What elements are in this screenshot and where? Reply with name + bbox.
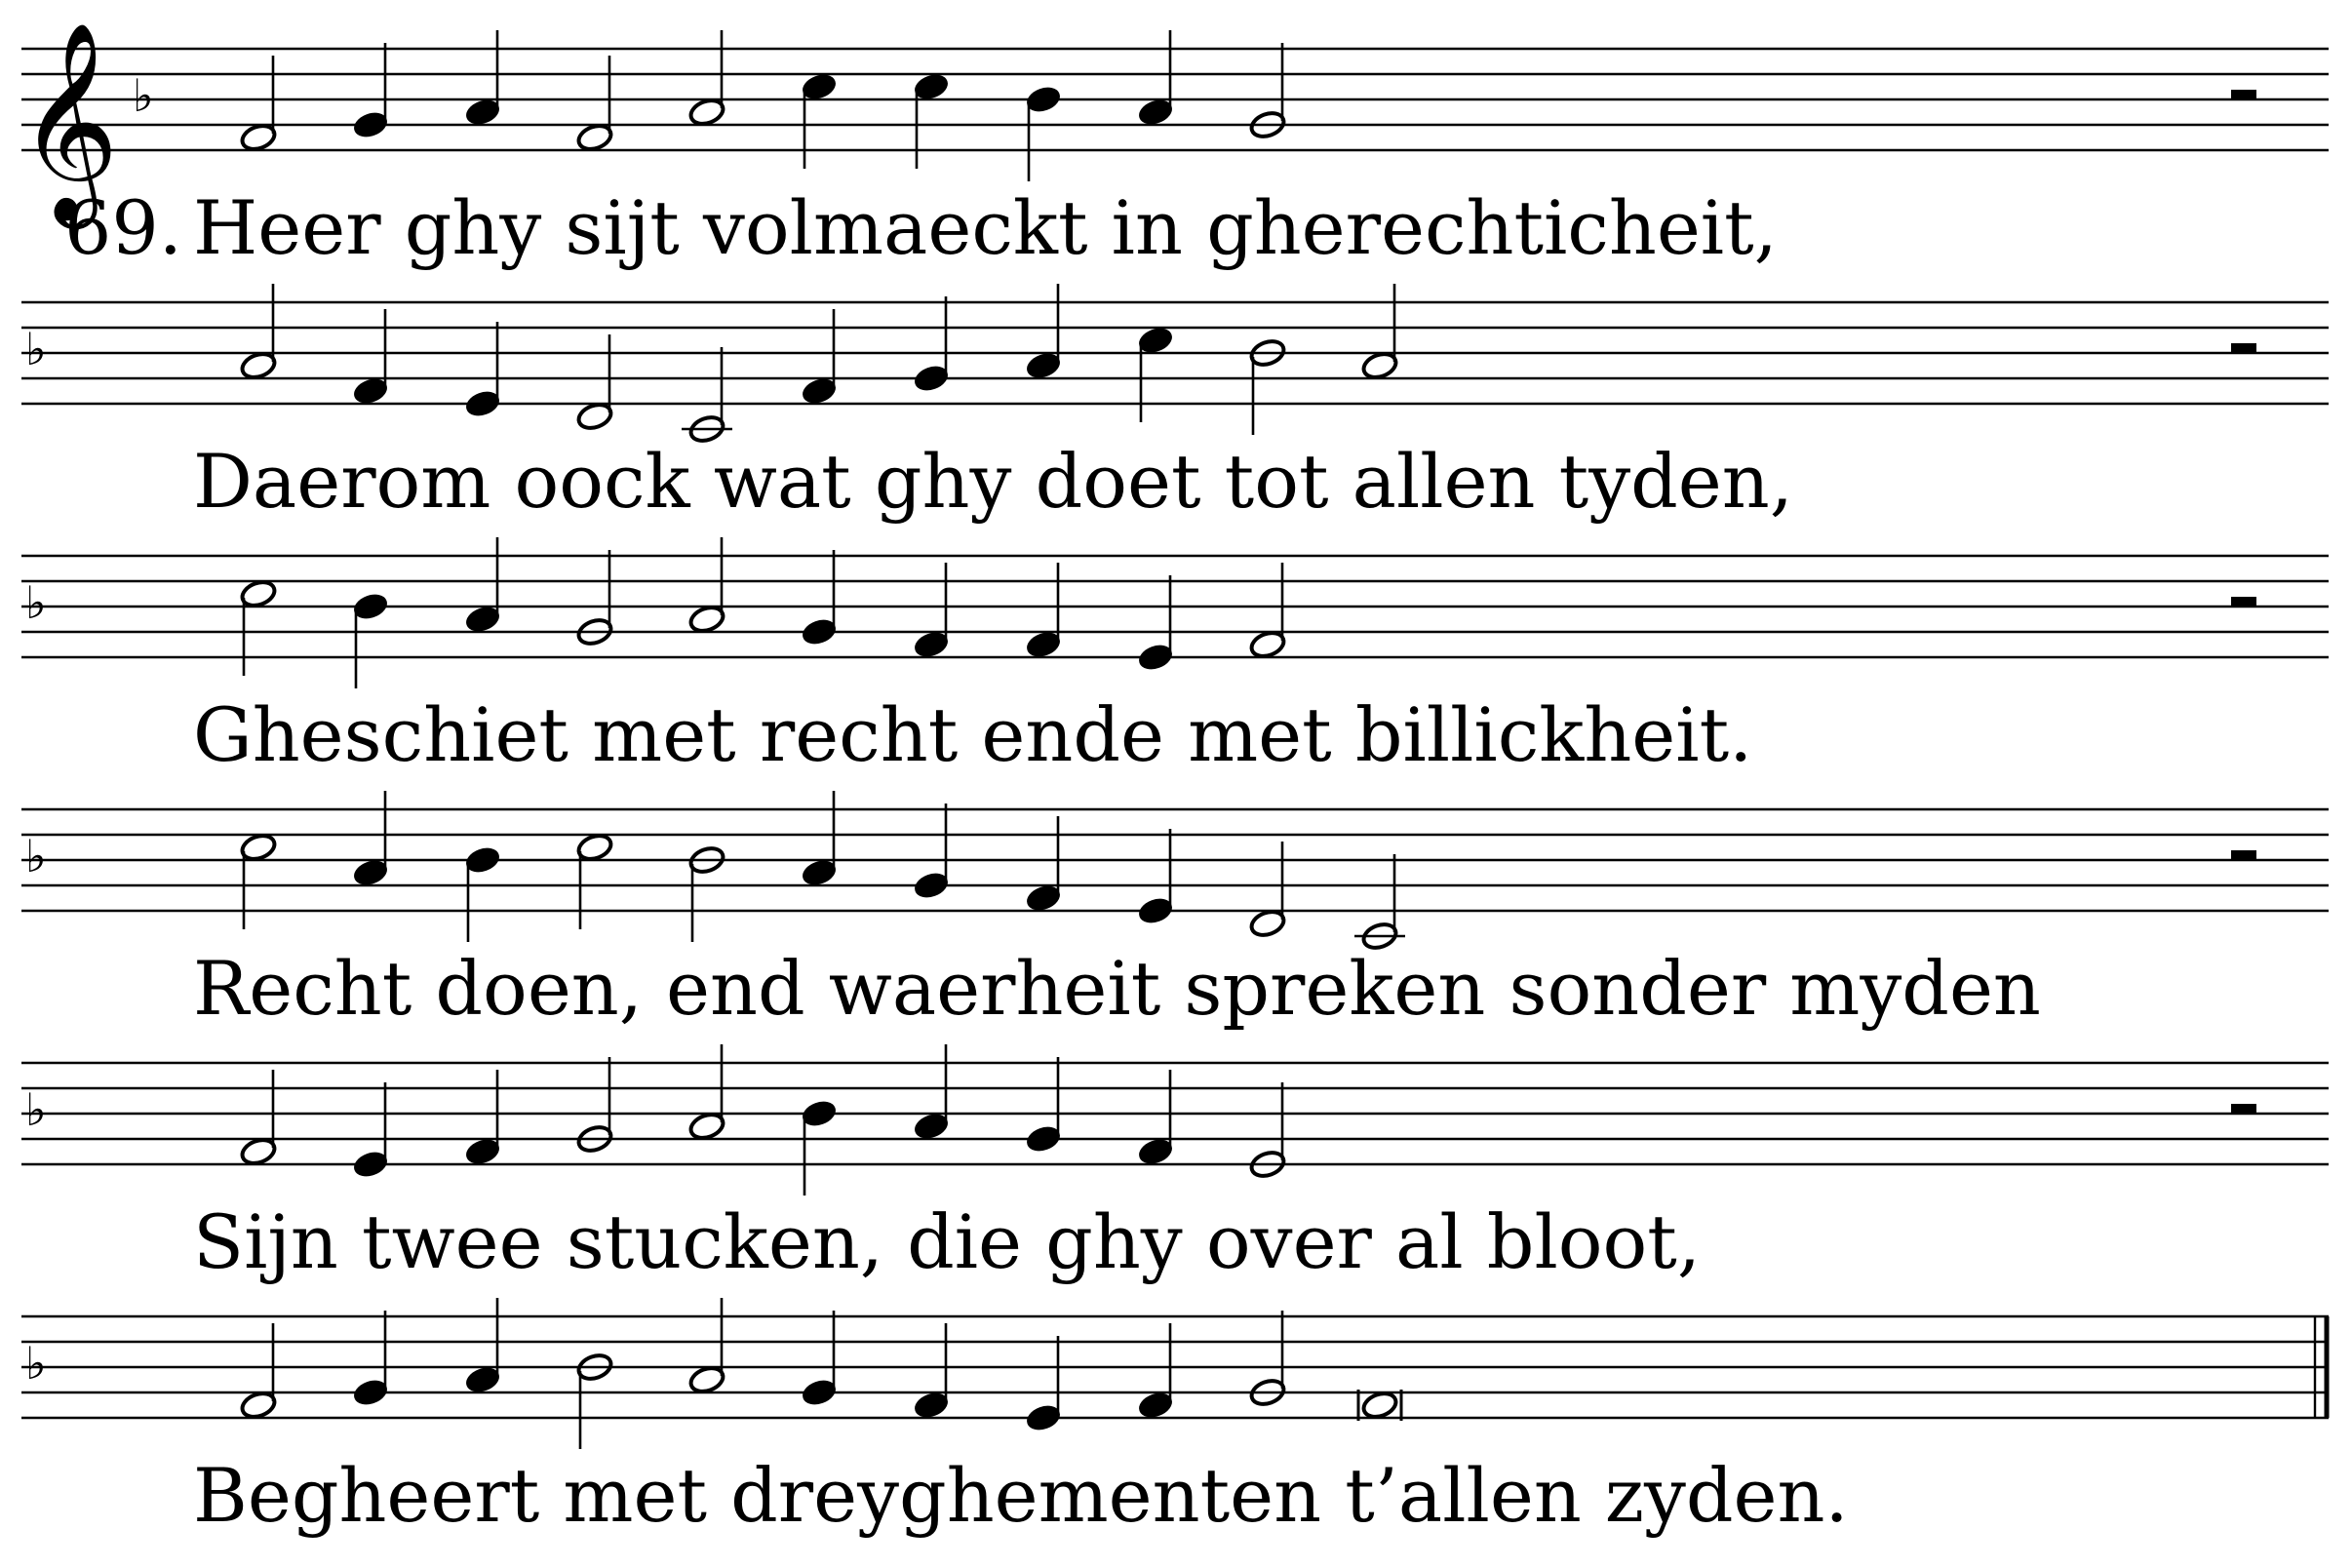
lyric-line-6: Begheert met dreyghementen t’allen zyden. bbox=[193, 1452, 1849, 1539]
half-rest-icon bbox=[2231, 597, 2256, 607]
lyric-line-1: Heer ghy sijt volmaeckt in gherechticheit, bbox=[193, 184, 1778, 271]
flat-icon: ♭ bbox=[133, 69, 154, 122]
flat-icon: ♭ bbox=[25, 1337, 47, 1390]
half-rest-icon bbox=[2231, 850, 2256, 860]
half-rest-icon bbox=[2231, 343, 2256, 353]
treble-clef-icon: 𝄞 bbox=[18, 20, 120, 220]
lyric-line-2: Daerom oock wat ghy doet tot allen tyden, bbox=[193, 438, 1793, 525]
lyric-line-4: Recht doen, end waerheit spreken sonder myden bbox=[193, 945, 2041, 1032]
verse-number: 69. bbox=[64, 184, 182, 271]
lyric-line-5: Sijn twee stucken, die ghy over al bloot, bbox=[193, 1198, 1701, 1285]
lyric-line-3: Gheschiet met recht ende met billickheit. bbox=[193, 691, 1753, 778]
note-head bbox=[1360, 1390, 1398, 1421]
flat-icon: ♭ bbox=[25, 830, 47, 882]
flat-icon: ♭ bbox=[25, 576, 47, 629]
half-rest-icon bbox=[2231, 1104, 2256, 1114]
half-rest-icon bbox=[2231, 90, 2256, 99]
flat-icon: ♭ bbox=[25, 1083, 47, 1136]
flat-icon: ♭ bbox=[25, 323, 47, 375]
